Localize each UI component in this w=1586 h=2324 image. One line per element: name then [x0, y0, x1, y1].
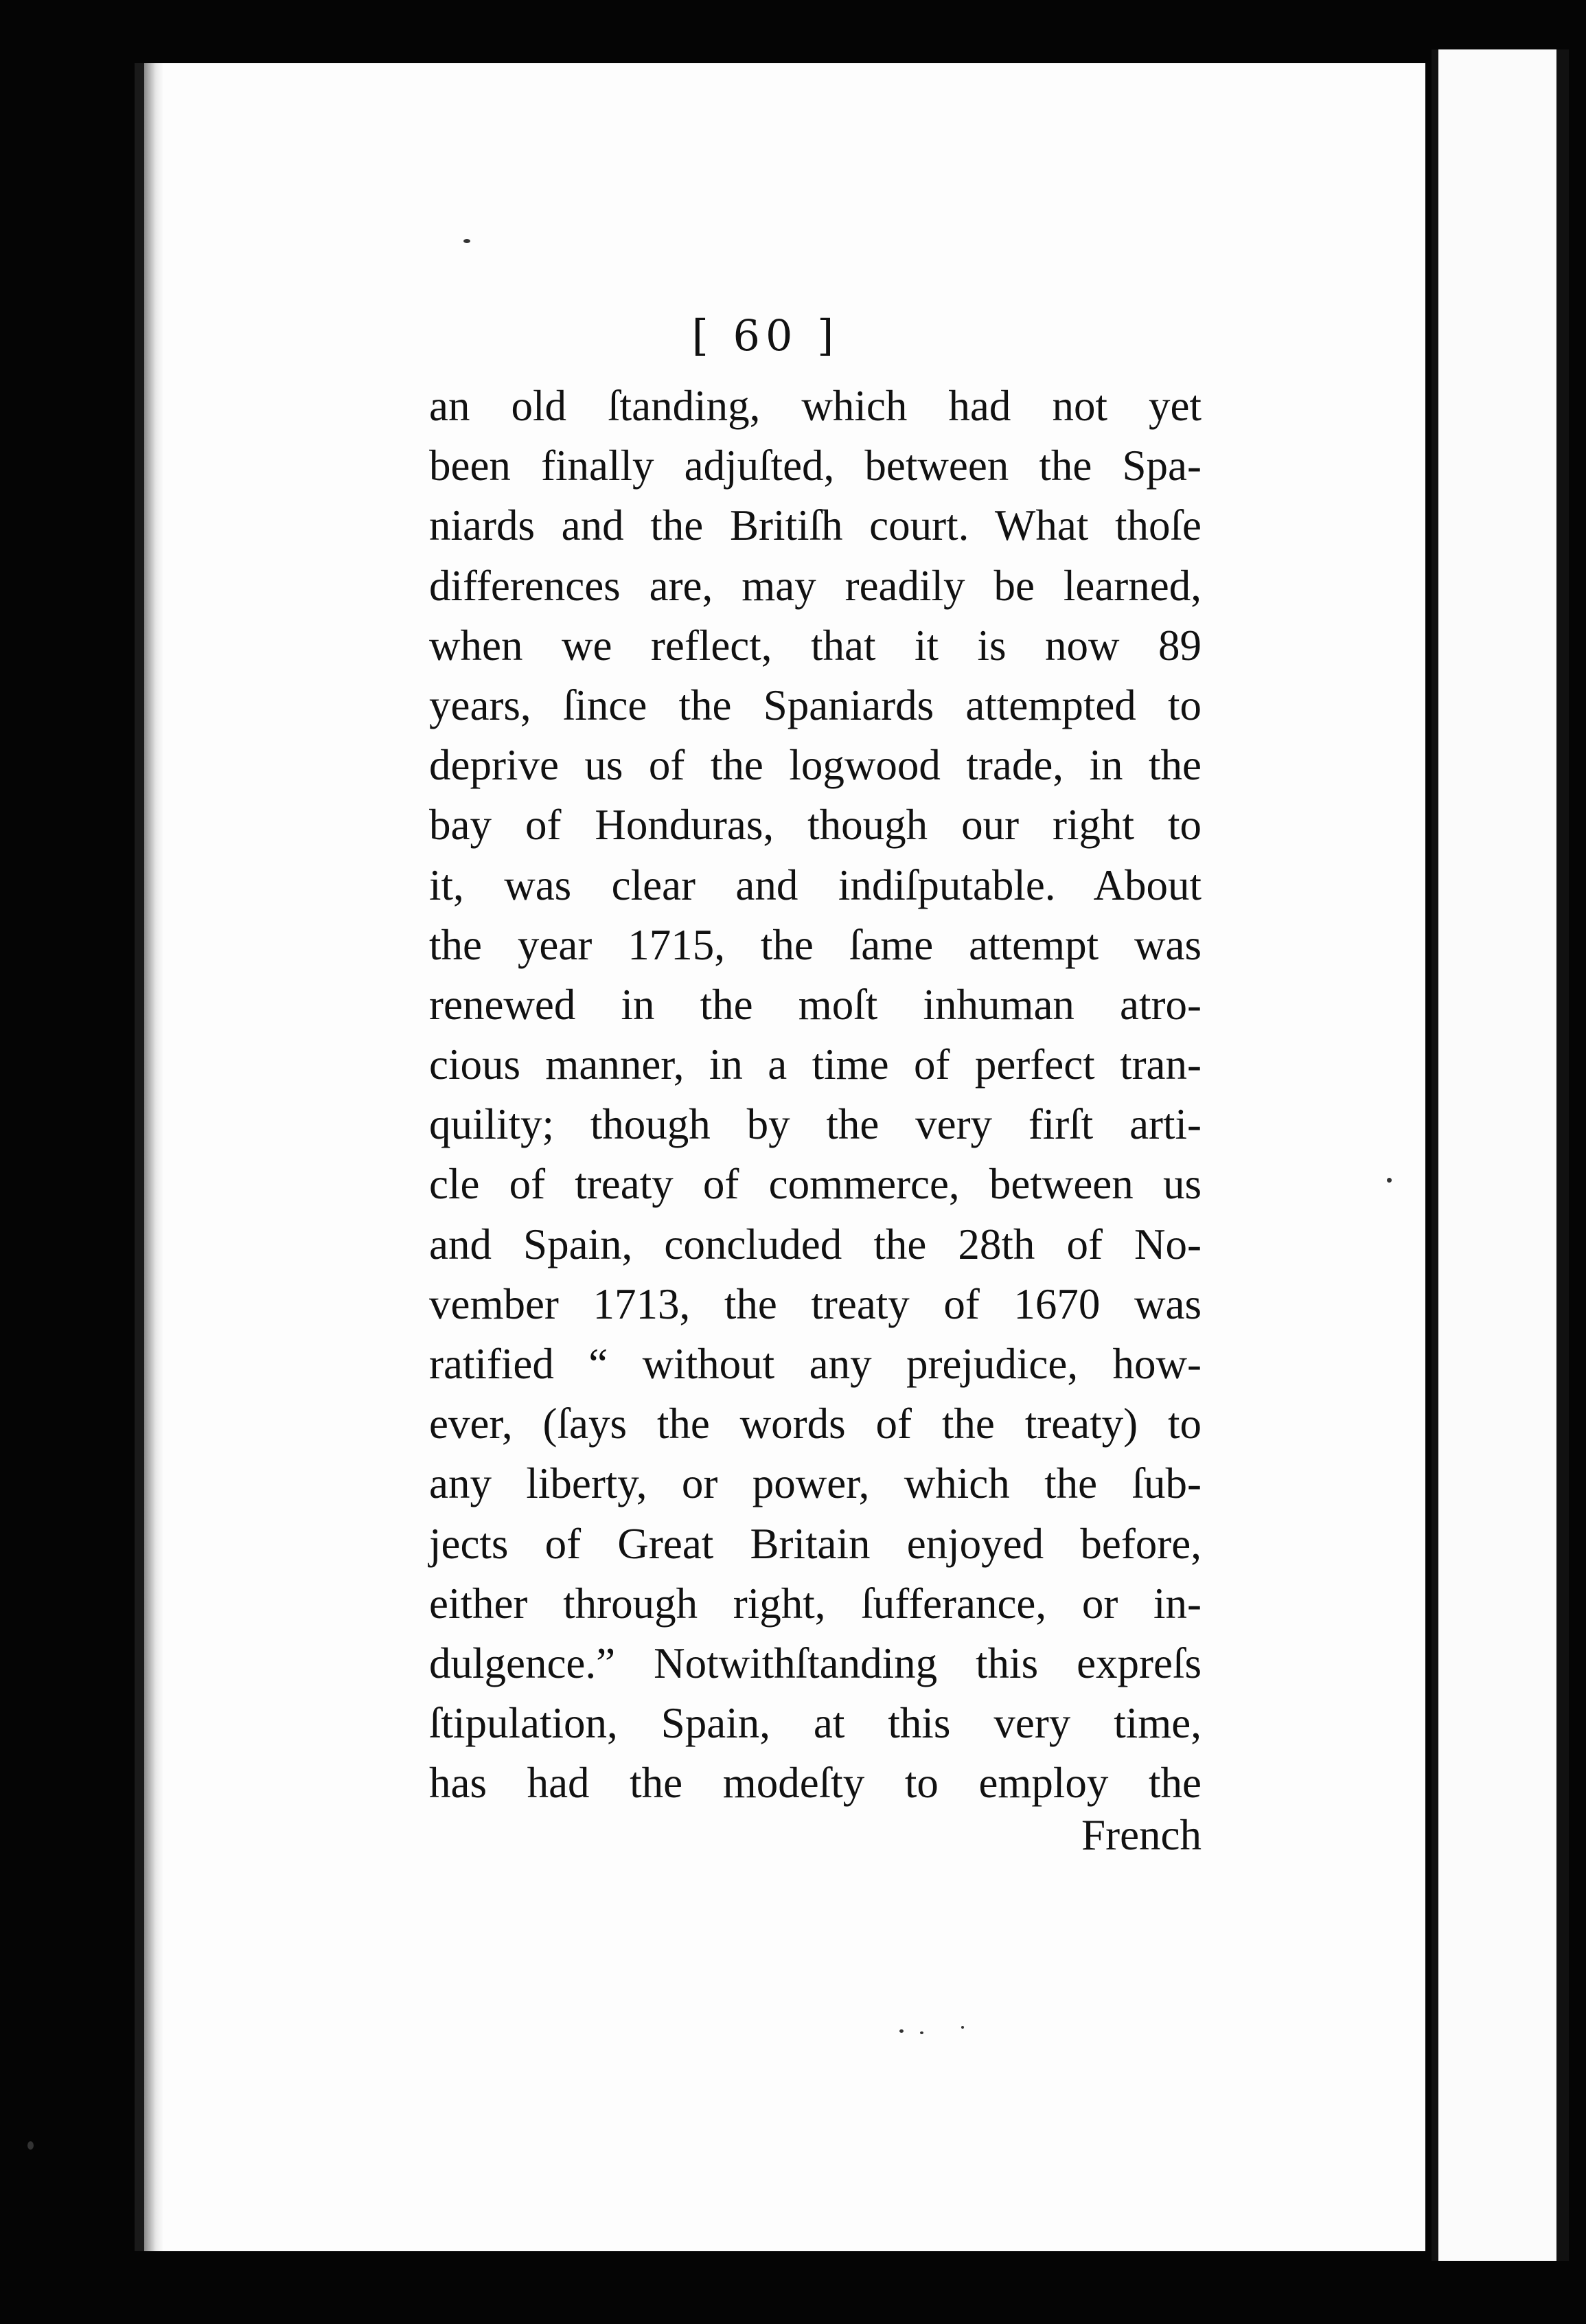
- text-line: cle of treaty of commerce, between us: [429, 1160, 1202, 1209]
- scan-speck: [961, 2026, 964, 2029]
- text-line: jects of Great Britain enjoyed before,: [429, 1519, 1202, 1568]
- text-line: any liberty, or power, which the ſub-: [429, 1459, 1202, 1508]
- text-line: an old ſtanding, which had not yet: [429, 382, 1202, 430]
- text-line: deprive us of the logwood trade, in the: [429, 741, 1202, 790]
- scan-speck: [1387, 1178, 1392, 1183]
- text-line: either through right, ſufferance, or in-: [429, 1579, 1202, 1628]
- text-line: bay of Honduras, though our right to: [429, 801, 1202, 850]
- text-line: the year 1715, the ſame attempt was: [429, 920, 1202, 969]
- text-line: ratified “ without any prejudice, how-: [429, 1340, 1202, 1388]
- scan-speck: [899, 2029, 904, 2033]
- text-line: and Spain, concluded the 28th of No-: [429, 1220, 1202, 1268]
- text-line: differences are, may readily be learned,: [429, 561, 1202, 610]
- text-line: ſtipulation, Spain, at this very time,: [429, 1699, 1202, 1748]
- text-line: when we reflect, that it is now 89: [429, 621, 1202, 670]
- text-line: vember 1713, the treaty of 1670 was: [429, 1279, 1202, 1328]
- text-line: dulgence.” Notwithſtanding this expreſs: [429, 1639, 1202, 1687]
- text-line: niards and the Britiſh court. What thoſe: [429, 501, 1202, 550]
- text-line: ever, (ſays the words of the treaty) to: [429, 1400, 1202, 1448]
- scan-speck: [920, 2031, 923, 2034]
- adjacent-page-edge: [1432, 49, 1569, 2261]
- scan-speck: [27, 2141, 34, 2150]
- text-line: quility; though by the very firſt arti-: [429, 1100, 1202, 1149]
- scan-speck: [463, 239, 470, 243]
- catchword: French: [1081, 1811, 1202, 1859]
- page-number: [ 60 ]: [691, 310, 840, 361]
- text-line: been finally adjuſted, between the Spa-: [429, 442, 1202, 490]
- text-line: it, was clear and indiſputable. About: [429, 861, 1202, 909]
- text-line: renewed in the moſt inhuman atro-: [429, 980, 1202, 1029]
- body-text: [429, 376, 1202, 1814]
- text-line: cious manner, in a time of perfect tran-: [429, 1040, 1202, 1089]
- text-line: has had the modeſty to employ the: [429, 1759, 1202, 1808]
- text-line: years, ſince the Spaniards attempted to: [429, 681, 1202, 729]
